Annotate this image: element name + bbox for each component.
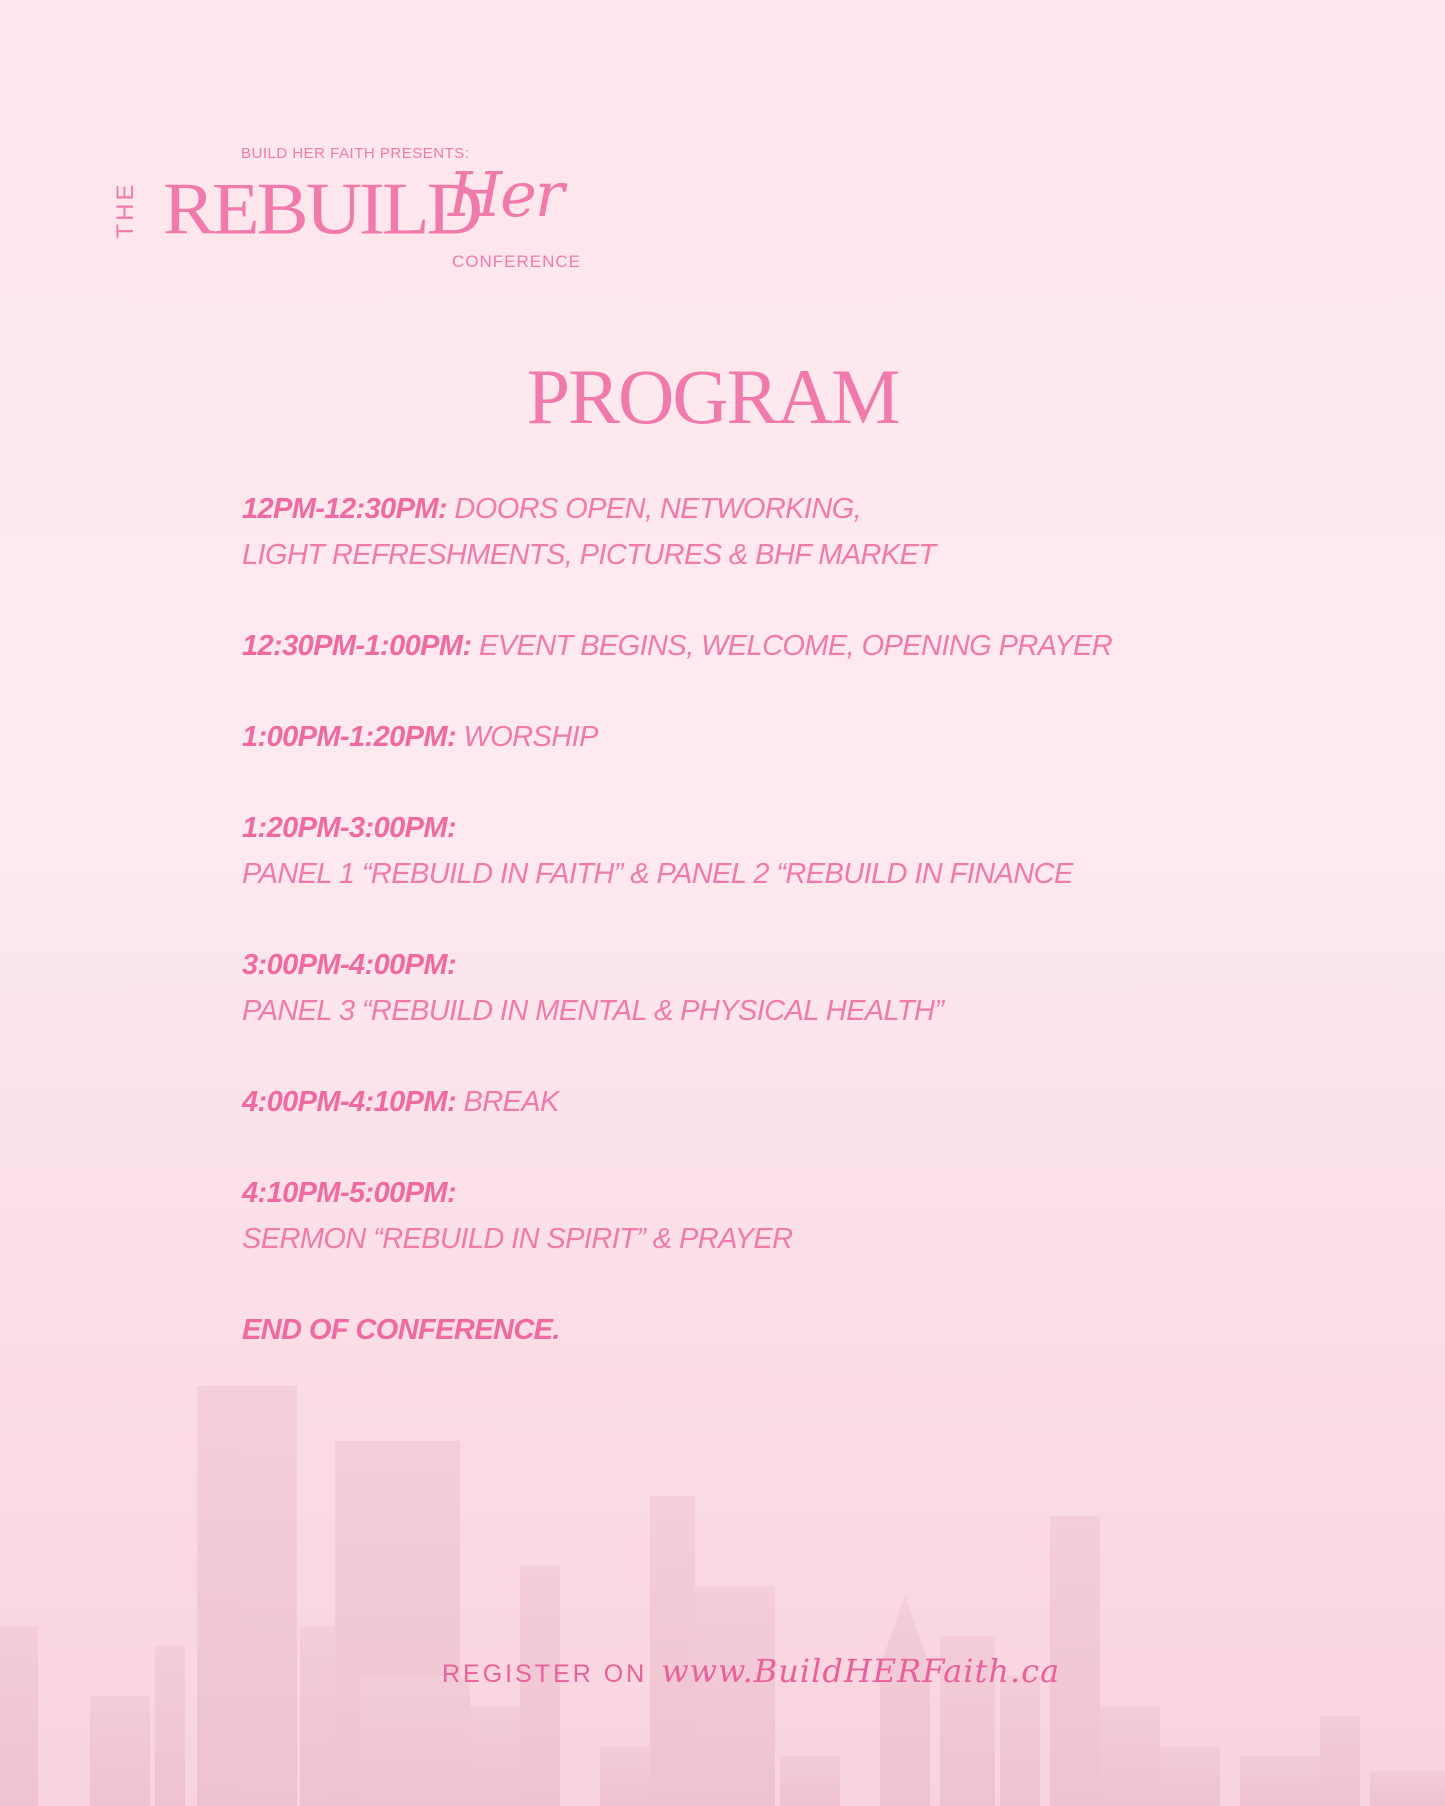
entry-description: SERMON “REBUILD IN SPIRIT” & PRAYER <box>242 1223 793 1255</box>
entry-time: 4:10PM-5:00PM: <box>242 1177 456 1209</box>
entry-description: LIGHT REFRESHMENTS, PICTURES & BHF MARKET <box>242 539 936 571</box>
entry-description: DOORS OPEN, NETWORKING, <box>446 493 862 525</box>
entry-time: 3:00PM-4:00PM: <box>242 949 456 981</box>
program-title: PROGRAM <box>526 353 899 440</box>
schedule-entry <box>242 623 1392 669</box>
schedule-entry <box>242 1170 1392 1262</box>
register-label: REGISTER ON <box>442 1660 648 1688</box>
entry-time: 1:20PM-3:00PM: <box>242 812 456 844</box>
entry-description: PANEL 3 “REBUILD IN MENTAL & PHYSICAL HEALTH” <box>242 995 944 1027</box>
conference-logo <box>110 140 630 280</box>
logo-her: Her <box>448 158 563 231</box>
city-skyline-graphic <box>0 1376 1445 1806</box>
schedule-entry <box>242 486 1392 578</box>
entry-description: EVENT BEGINS, WELCOME, OPENING PRAYER <box>471 630 1113 662</box>
logo-rebuild: REBUILD <box>163 167 480 250</box>
entry-time: 4:00PM-4:10PM: <box>242 1086 456 1118</box>
entry-time: 12:30PM-1:00PM: <box>242 630 472 662</box>
register-url-link[interactable]: www.BuildHERFaith.ca <box>661 1652 1061 1690</box>
entry-description: BREAK <box>456 1086 559 1118</box>
entry-description: WORSHIP <box>456 721 598 753</box>
entry-time: 12PM-12:30PM: <box>242 493 447 525</box>
schedule-entry <box>242 1079 1392 1125</box>
logo-the: THE <box>112 181 139 239</box>
presents-label: BUILD HER FAITH PRESENTS: <box>241 145 470 162</box>
schedule-entry <box>242 805 1392 897</box>
entry-description: PANEL 1 “REBUILD IN FAITH” & PANEL 2 “REBUILD IN FINANCE <box>242 858 1073 890</box>
schedule-entry <box>242 714 1392 760</box>
logo-conference: CONFERENCE <box>452 252 582 271</box>
register-line <box>442 1652 1060 1690</box>
program-schedule <box>242 486 1392 1353</box>
schedule-entry <box>242 942 1392 1034</box>
entry-time: 1:00PM-1:20PM: <box>242 721 456 753</box>
end-of-conference: END OF CONFERENCE. <box>242 1314 560 1346</box>
